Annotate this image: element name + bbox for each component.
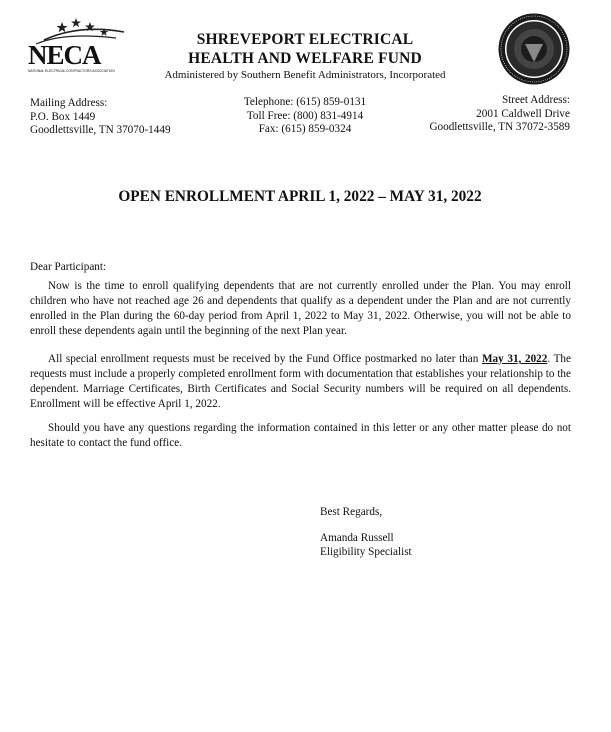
toll-free: Toll Free: (800) 831-4914 — [246, 109, 364, 122]
neca-logo — [24, 14, 134, 76]
street-label: Street Address: — [501, 94, 570, 106]
svg-text:NATIONAL ELECTRICAL CONTRACTOR: NATIONAL ELECTRICAL CONTRACTORS ASSOCIATION — [28, 69, 115, 73]
telephone: Telephone: (615) 859-0131 — [243, 96, 367, 108]
paragraph-requirements — [30, 352, 571, 412]
paragraph-contact: Should you have any questions regarding the information contained in this letter or any other matter please do not hesitate to contact the fund office. — [30, 422, 571, 449]
paragraph-enrollment-period: Now is the time to enroll qualifying dependents that are not currently enrolled under the Plan. You may enroll children who have not reached age 26 and dependents that qualify as a dependent under the Plan and are not currently enrolled in the Plan during the 60-day period from April 1, 2022 to May 31, 2022. Otherwise, you will not be able to enroll these dependents again until the beginning of the next Plan year. — [30, 280, 571, 337]
mailing-line2: Goodlettsville, TN 37070-1449 — [30, 124, 171, 137]
fax: Fax: (615) 859-0324 — [258, 123, 352, 136]
ibew-seal — [497, 12, 571, 86]
street-line1: 2001 Caldwell Drive — [476, 107, 570, 120]
street-address — [429, 94, 570, 135]
closing: Best Regards, — [320, 506, 383, 518]
street-line2: Goodlettsville, TN 37072-3589 — [429, 121, 570, 134]
signer-name: Amanda Russell — [320, 532, 394, 544]
salutation: Dear Participant: — [30, 261, 107, 273]
phone-numbers — [150, 96, 460, 137]
fund-name-line1: SHREVEPORT ELECTRICAL — [196, 31, 414, 48]
mailing-line1: P.O. Box 1449 — [30, 110, 96, 123]
mailing-label: Mailing Address: — [30, 97, 108, 109]
paragraph-requirements-start: All special enrollment requests must be received by the Fund Office postmarked no later than — [48, 353, 482, 365]
deadline-date: May 31, 2022 — [481, 353, 548, 365]
page-title: OPEN ENROLLMENT APRIL 1, 2022 – MAY 31, 2022 — [118, 188, 482, 205]
svg-text:NECA: NECA — [28, 40, 101, 70]
paragraph-requirements-end: . The requests must include a properly completed enrollment form with documentation that establishes your relationship to the dependent. Marriage Certificates, Birth Certificates and Social Security numbers will be required on all dependents. Enrollment will be effective April 1, 2022. — [30, 353, 571, 410]
signer-title: Eligibility Specialist — [320, 546, 412, 558]
fund-name-line2: HEALTH AND WELFARE FUND — [188, 50, 422, 67]
administered-by: Administered by Southern Benefit Administrators, Incorporated — [164, 69, 446, 81]
